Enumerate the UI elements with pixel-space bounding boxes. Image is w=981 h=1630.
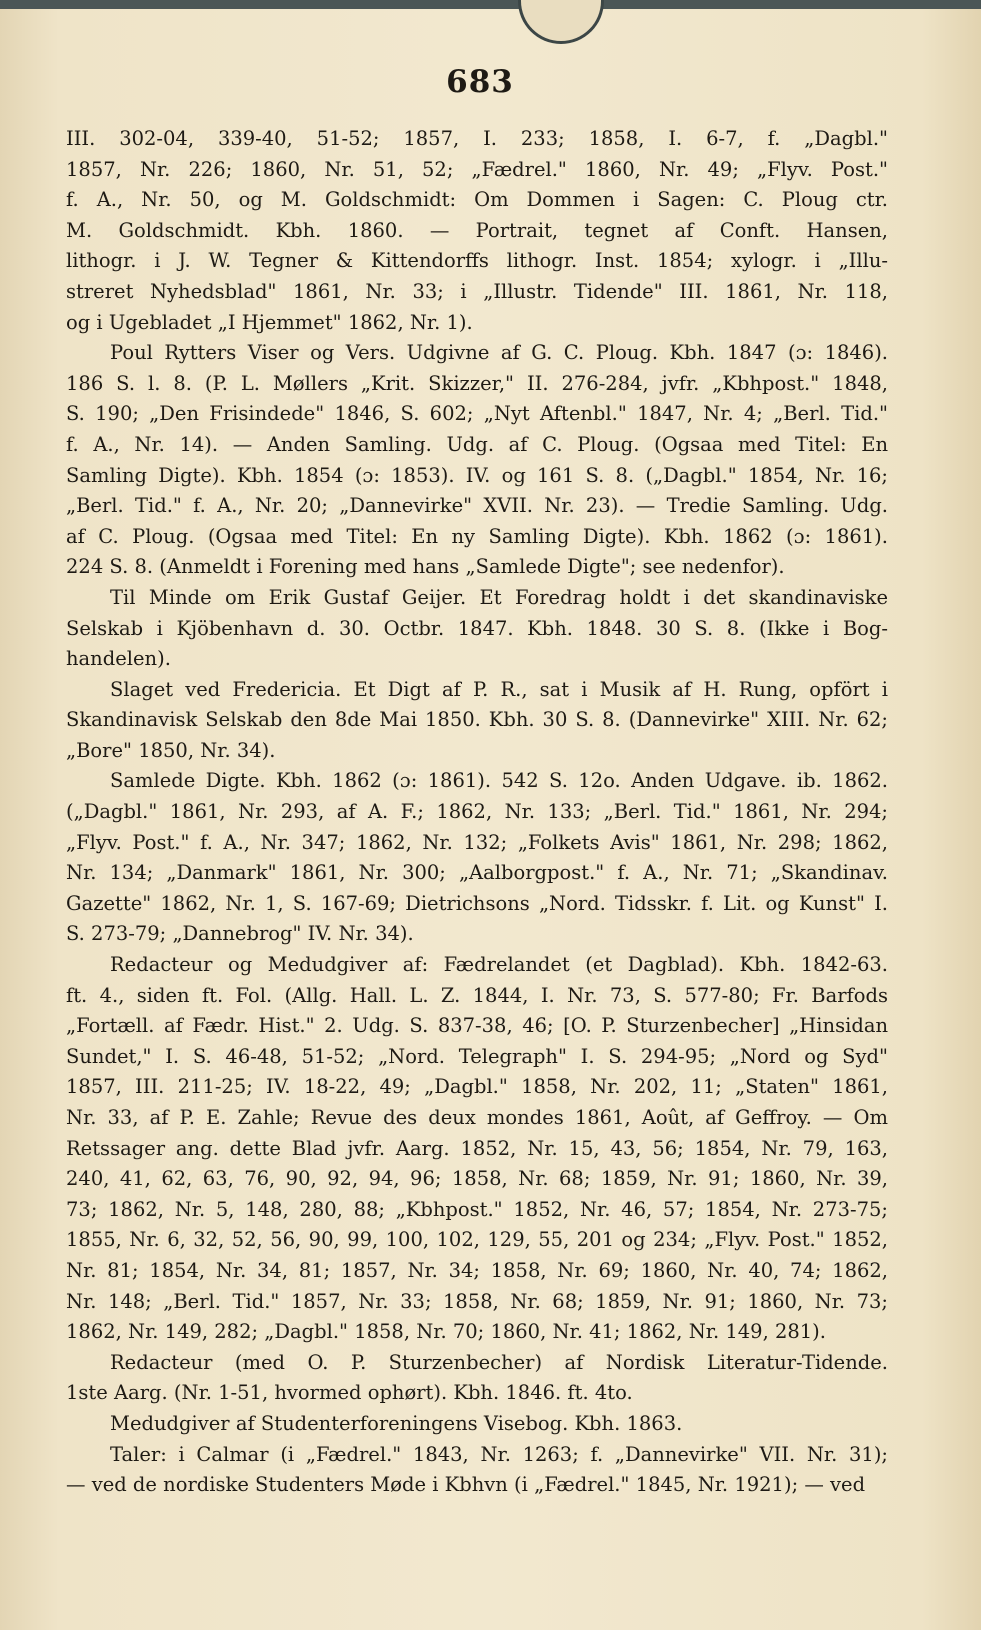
page-number: 683 (446, 64, 514, 100)
text-line: 186 S. l. 8. (P. L. Møllers „Krit. Skizzer," II. 276-284, jvfr. „Kbhpost." 1848, (66, 371, 888, 395)
text-line: ft. 4., siden ft. Fol. (Allg. Hall. L. Z. 1844, I. Nr. 73, S. 577-80; Fr. Barfods (66, 983, 888, 1007)
text-line: og i Ugebladet „I Hjemmet" 1862, Nr. 1). (66, 310, 473, 334)
text-line: „Bore" 1850, Nr. 34). (66, 738, 276, 762)
text-line: 73; 1862, Nr. 5, 148, 280, 88; „Kbhpost." 1852, Nr. 46, 57; 1854, Nr. 273-75; (66, 1197, 888, 1221)
text-line: 1862, Nr. 149, 282; „Dagbl." 1858, Nr. 70; 1860, Nr. 41; 1862, Nr. 149, 281). (66, 1320, 826, 1344)
text-line: Nr. 81; 1854, Nr. 34, 81; 1857, Nr. 34; 1858, Nr. 69; 1860, Nr. 40, 74; 1862, (66, 1258, 888, 1282)
text-line: f. A., Nr. 50, og M. Goldschmidt: Om Dommen i Sagen: C. Ploug ctr. (66, 188, 888, 212)
text-line: Nr. 134; „Danmark" 1861, Nr. 300; „Aalborgpost." f. A., Nr. 71; „Skandinav. (66, 861, 888, 885)
paragraph (66, 124, 888, 338)
text-line: Medudgiver af Studenterforeningens Visebog. Kbh. 1863. (110, 1411, 683, 1435)
text-line: — ved de nordiske Studenters Møde i Kbhvn (i „Fædrel." 1845, Nr. 1921); — ved (66, 1473, 866, 1497)
text-line: Samling Digte). Kbh. 1854 (ɔ: 1853). IV. og 161 S. 8. („Dagbl." 1854, Nr. 16; (66, 463, 888, 487)
text-line: Til Minde om Erik Gustaf Geijer. Et Foredrag holdt i det skandinaviske (110, 585, 888, 609)
text-line: „Berl. Tid." f. A., Nr. 20; „Dannevirke" XVII. Nr. 23). — Tredie Samling. Udg. (66, 494, 888, 518)
text-line: Nr. 148; „Berl. Tid." 1857, Nr. 33; 1858, Nr. 68; 1859, Nr. 91; 1860, Nr. 73; (66, 1289, 888, 1313)
text-line: Redacteur (med O. P. Sturzenbecher) af Nordisk Literatur-Tidende. (110, 1350, 888, 1374)
text-line: 240, 41, 62, 63, 76, 90, 92, 94, 96; 1858, Nr. 68; 1859, Nr. 91; 1860, Nr. 39, (66, 1167, 888, 1191)
text-line: streret Nyhedsblad" 1861, Nr. 33; i „Illustr. Tidende" III. 1861, Nr. 118, (66, 279, 888, 303)
paragraph (66, 1348, 888, 1409)
text-line: „Fortæll. af Fædr. Hist." 2. Udg. S. 837-38, 46; [O. P. Sturzenbecher] „Hinsidan (66, 1014, 888, 1038)
paragraph (66, 1440, 888, 1501)
text-line: Samlede Digte. Kbh. 1862 (ɔ: 1861). 542 S. 12o. Anden Udgave. ib. 1862. (110, 769, 888, 793)
paragraph (66, 766, 888, 950)
text-line: Taler: i Calmar (i „Fædrel." 1843, Nr. 1263; f. „Dannevirke" VII. Nr. 31); (110, 1442, 888, 1466)
text-line: af C. Ploug. (Ogsaa med Titel: En ny Samling Digte). Kbh. 1862 (ɔ: 1861). (66, 524, 888, 548)
text-line: („Dagbl." 1861, Nr. 293, af A. F.; 1862, Nr. 133; „Berl. Tid." 1861, Nr. 294; (66, 800, 888, 824)
text-line: III. 302-04, 339-40, 51-52; 1857, I. 233; 1858, I. 6-7, f. „Dagbl." (66, 127, 888, 150)
text-line: 1857, III. 211-25; IV. 18-22, 49; „Dagbl." 1858, Nr. 202, 11; „Staten" 1861, (66, 1075, 888, 1099)
paragraph (66, 1409, 888, 1440)
text-line: 1855, Nr. 6, 32, 52, 56, 90, 99, 100, 102, 129, 55, 201 og 234; „Flyv. Post." 1852, (66, 1228, 888, 1252)
text-line: 1857, Nr. 226; 1860, Nr. 51, 52; „Fædrel." 1860, Nr. 49; „Flyv. Post." (66, 157, 888, 181)
text-line: Gazette" 1862, Nr. 1, S. 167-69; Dietrichsons „Nord. Tidsskr. f. Lit. og Kunst" I. (66, 891, 888, 915)
page-body-text (66, 124, 888, 1501)
text-line: Slaget ved Fredericia. Et Digt af P. R., sat i Musik af H. Rung, opfört i (110, 677, 888, 701)
text-line: lithogr. i J. W. Tegner & Kittendorffs lithogr. Inst. 1854; xylogr. i „Illu- (66, 249, 888, 273)
bookmark-tab (518, 0, 604, 44)
text-line: Nr. 33, af P. E. Zahle; Revue des deux mondes 1861, Août, af Geffroy. — Om (66, 1106, 888, 1129)
text-line: f. A., Nr. 14). — Anden Samling. Udg. af C. Ploug. (Ogsaa med Titel: En (66, 432, 888, 456)
text-line: Retssager ang. dette Blad jvfr. Aarg. 1852, Nr. 15, 43, 56; 1854, Nr. 79, 163, (66, 1136, 888, 1160)
text-line: Sundet," I. S. 46-48, 51-52; „Nord. Telegraph" I. S. 294-95; „Nord og Syd" (66, 1044, 888, 1068)
text-line: 224 S. 8. (Anmeldt i Forening med hans „Samlede Digte"; see nedenfor). (66, 555, 785, 579)
text-line: Selskab i Kjöbenhavn d. 30. Octbr. 1847. Kbh. 1848. 30 S. 8. (Ikke i Bog- (66, 616, 888, 640)
paragraph (66, 675, 888, 767)
text-line: „Flyv. Post." f. A., Nr. 347; 1862, Nr. 132; „Folkets Avis" 1861, Nr. 298; 1862, (66, 830, 888, 854)
text-line: Redacteur og Medudgiver af: Fædrelandet (et Dagblad). Kbh. 1842-63. (110, 953, 888, 977)
text-line: Skandinavisk Selskab den 8de Mai 1850. Kbh. 30 S. 8. (Dannevirke" XIII. Nr. 62; (66, 708, 888, 732)
text-line: S. 190; „Den Frisindede" 1846, S. 602; „Nyt Aftenbl." 1847, Nr. 4; „Berl. Tid." (66, 402, 888, 426)
paragraph (66, 338, 888, 583)
text-line: S. 273-79; „Dannebrog" IV. Nr. 34). (66, 922, 414, 946)
paragraph (66, 950, 888, 1348)
text-line: 1ste Aarg. (Nr. 1-51, hvormed ophørt). Kbh. 1846. ft. 4to. (66, 1381, 633, 1405)
top-binding-edge (0, 0, 981, 9)
text-line: handelen). (66, 647, 171, 671)
paragraph (66, 583, 888, 675)
text-line: M. Goldschmidt. Kbh. 1860. — Portrait, tegnet af Conft. Hansen, (66, 218, 888, 242)
text-line: Poul Rytters Viser og Vers. Udgivne af G. C. Ploug. Kbh. 1847 (ɔ: 1846). (110, 341, 888, 365)
